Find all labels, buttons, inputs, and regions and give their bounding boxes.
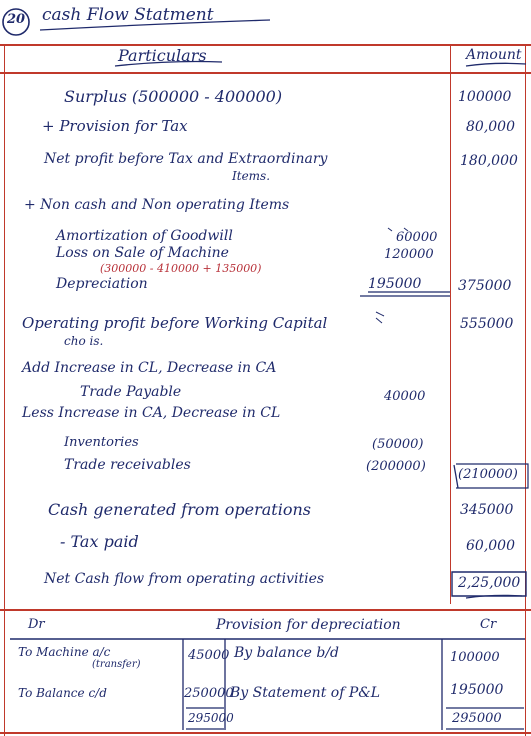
net-profit-label: Net profit before Tax and Extraordinary bbox=[44, 151, 328, 167]
net-cash-flow-label: Net Cash flow from operating activities bbox=[44, 571, 325, 587]
operating-profit-label: Operating profit before Working Capital bbox=[22, 314, 328, 332]
ledger-right-row-2-particular: By Statement of P&L bbox=[230, 685, 381, 701]
tax-paid-label: - Tax paid bbox=[60, 532, 139, 551]
ledger-left-row-1-particular-line2: (transfer) bbox=[92, 659, 141, 670]
loss-sale-label: Loss on Sale of Machine bbox=[56, 245, 229, 261]
depreciation-label: Depreciation bbox=[56, 276, 148, 292]
cash-generated-amount: 345000 bbox=[460, 502, 514, 518]
ledger-right-row-1-particular: By balance b/d bbox=[234, 645, 340, 661]
trade-payable-label: Trade Payable bbox=[80, 384, 182, 400]
operating-profit-label-line2: cho is. bbox=[64, 334, 104, 348]
ledger-left-row-1-particular: To Machine a/c bbox=[18, 645, 111, 659]
ledger-right-row-2-amount: 195000 bbox=[450, 682, 504, 698]
inventories-label: Inventories bbox=[64, 435, 139, 450]
page-title: cash Flow Statment bbox=[42, 5, 214, 25]
trade-receivables-label: Trade receivables bbox=[64, 457, 191, 473]
ledger-left-row-1-amount: 45000 bbox=[188, 648, 230, 663]
working-capital-change-amount: (210000) bbox=[458, 467, 518, 482]
net-cash-flow-amount: 2,25,000 bbox=[458, 575, 521, 591]
trade-receivables-inner-amount: (200000) bbox=[366, 459, 426, 474]
amortization-inner-amount: 60000 bbox=[396, 230, 438, 245]
amortization-label: Amortization of Goodwill bbox=[56, 228, 233, 244]
amount-column-header: Amount bbox=[466, 47, 522, 63]
provision-tax-amount: 80,000 bbox=[466, 119, 515, 135]
provision-tax-label: + Provision for Tax bbox=[42, 117, 188, 135]
non-cash-total-amount: 375000 bbox=[458, 278, 512, 294]
ledger-cr-label: Cr bbox=[480, 617, 497, 632]
cash-generated-label: Cash generated from operations bbox=[48, 500, 311, 519]
less-increase-heading: Less Increase in CA, Decrease in CL bbox=[22, 405, 281, 421]
ledger-left-row-2-amount: 250000 bbox=[184, 686, 234, 701]
operating-profit-amount: 555000 bbox=[460, 316, 514, 332]
net-profit-amount: 180,000 bbox=[460, 153, 518, 169]
tax-paid-amount: 60,000 bbox=[466, 538, 515, 554]
ledger-right-row-1-amount: 100000 bbox=[450, 650, 500, 665]
question-number: 20 bbox=[7, 12, 26, 27]
loss-inner-amount: 120000 bbox=[384, 247, 434, 262]
ledger-dr-label: Dr bbox=[28, 617, 45, 632]
inventories-inner-amount: (50000) bbox=[372, 437, 424, 452]
surplus-label: Surplus (500000 - 400000) bbox=[64, 87, 283, 106]
surplus-amount: 100000 bbox=[458, 89, 512, 105]
loss-calculation: (300000 - 410000 + 135000) bbox=[100, 262, 262, 275]
depreciation-inner-amount: 195000 bbox=[368, 276, 422, 292]
ledger-left-row-2-particular: To Balance c/d bbox=[18, 686, 107, 700]
trade-payable-inner-amount: 40000 bbox=[384, 389, 426, 404]
particulars-column-header: Particulars bbox=[118, 46, 207, 65]
non-cash-heading: + Non cash and Non operating Items bbox=[24, 197, 290, 213]
ledger-right-total: 295000 bbox=[452, 711, 502, 726]
add-increase-heading: Add Increase in CL, Decrease in CA bbox=[22, 360, 277, 376]
ledger-title: Provision for depreciation bbox=[216, 617, 401, 633]
net-profit-label-line2: Items. bbox=[232, 169, 271, 183]
ledger-left-total: 295000 bbox=[188, 711, 234, 725]
